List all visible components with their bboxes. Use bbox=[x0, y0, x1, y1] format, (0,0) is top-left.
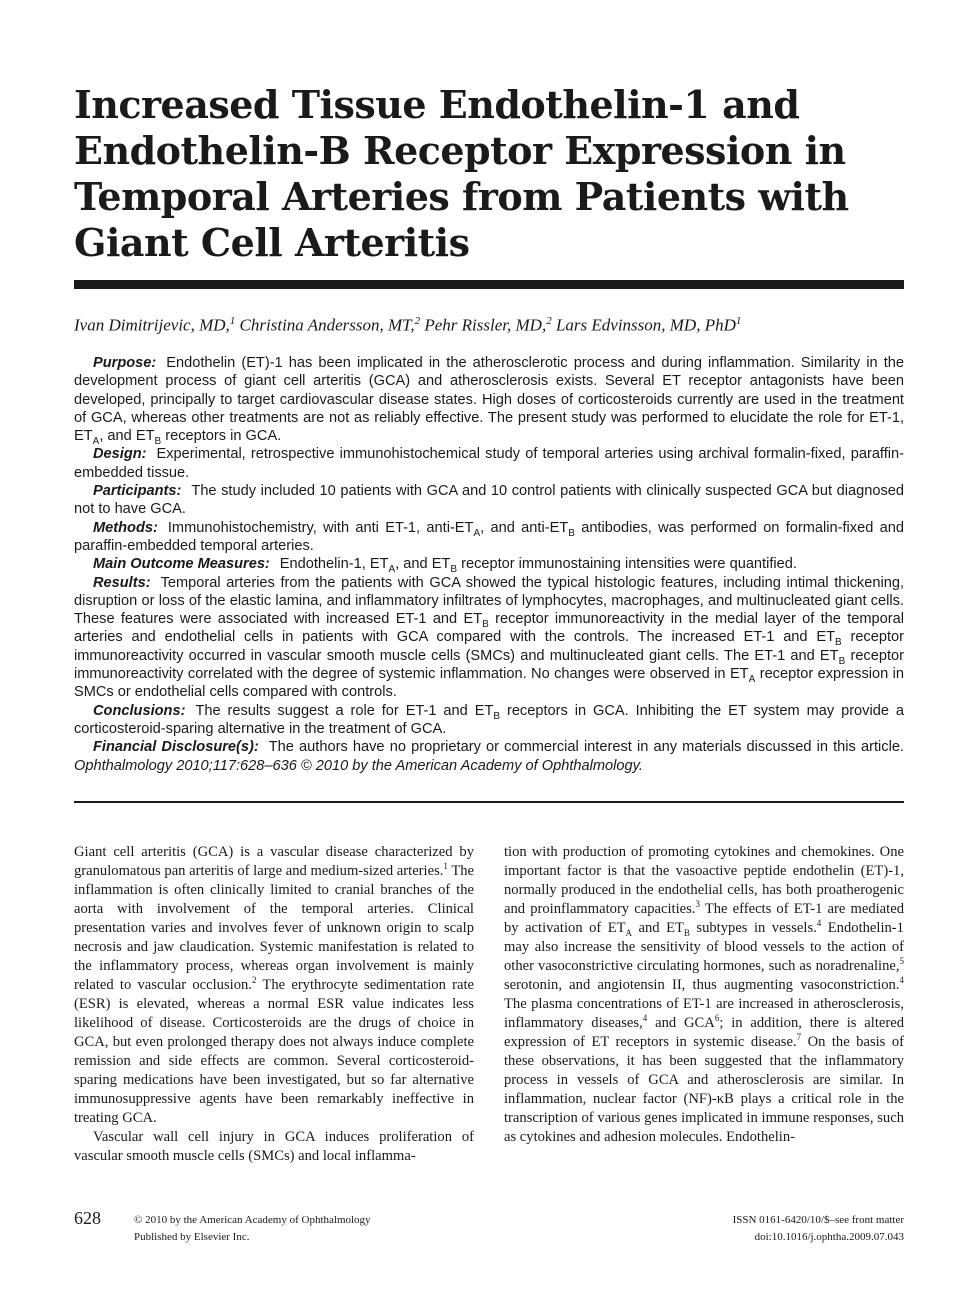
body-column-left bbox=[74, 843, 474, 1166]
abstract-methods: Methods: Immunohistochemistry, with anti ET-1, anti-$ET_A$, and anti-$ET_B$ antibodies, was performed on formalin-fixed and paraffin-embedded temporal arteries. bbox=[74, 519, 904, 554]
author-name: Ivan Dimitrijevic, MD, bbox=[74, 315, 230, 335]
reference-mark: 3 bbox=[695, 899, 700, 910]
abstract-conclusions: Conclusions: The results suggest a role for ET-1 and $ET_B$ receptors in GCA. Inhibiting the ET system may provide a corticosteroid-sparing alternative in the treatment of GCA. bbox=[74, 702, 904, 737]
article-title: Increased Tissue Endothelin-1 and Endothelin-B Receptor Expression in Temporal Arteries from Patients with Giant Cell Arteritis bbox=[74, 82, 849, 265]
section-label: Conclusions: bbox=[93, 702, 186, 719]
section-label: Design: bbox=[93, 446, 147, 463]
abstract-purpose: Purpose: Endothelin (ET)-1 has been implicated in the atherosclerotic process and during inflammation. Similarity in the development process of giant cell arteritis (GCA) and atherosclerosis exists. Several ET receptor antagonists have been developed, principally to target cardiovascular disease states. High doses of corticosteroids currently are used in the treatment of GCA, whereas other treatments are not as reliably effective. The present study was performed to elucidate the role for ET-1, $ET_A$, and $ET_B$ receptors in GCA. bbox=[74, 355, 904, 448]
section-label: Methods: bbox=[93, 519, 158, 536]
reference-mark: 6 bbox=[714, 1013, 720, 1024]
author-name: Pehr Rissler, MD, bbox=[424, 315, 547, 335]
reference-mark: 4 bbox=[642, 1013, 648, 1024]
reference-mark: 4 bbox=[899, 975, 904, 986]
author-name: Christina Andersson, MT, bbox=[239, 315, 415, 335]
section-label: Main Outcome Measures: bbox=[93, 556, 270, 573]
section-label: Results: bbox=[93, 574, 151, 591]
title-rule bbox=[74, 280, 904, 289]
affiliation-mark: 2 bbox=[546, 315, 552, 327]
abstract-disclosure: Financial Disclosure(s): The authors have no proprietary or commercial interest in any materials discussed in this article. Ophthalmology 2010;117:628–636 © 2010 by the American Academy of Ophthalmology. bbox=[74, 739, 904, 774]
author-name: Lars Edvinsson, MD, PhD bbox=[555, 315, 736, 335]
page-number: 628 bbox=[74, 1208, 101, 1228]
reference-mark: 1 bbox=[443, 861, 448, 872]
affiliation-mark: 1 bbox=[735, 315, 742, 327]
reference-mark: 7 bbox=[796, 1032, 802, 1043]
reference-mark: 5 bbox=[899, 956, 904, 967]
abstract-main-outcome: Main Outcome Measures: Endothelin-1, $ET_A$, and $ET_B$ receptor immunostaining intensities were quantified. bbox=[74, 555, 904, 573]
section-label: Purpose: bbox=[93, 355, 157, 371]
abstract-results: Results: Temporal arteries from the patients with GCA showed the typical histologic features, including intimal thickening, disruption or loss of the elastic lamina, and inflammatory infiltrates of lymphocytes, macrophages, and multinucleated giant cells. These features were associated with increased ET-1 and $ET_B$ receptor immunoreactivity in the medial layer of the temporal arteries and endothelial cells in patients with GCA compared with the controls. The increased ET-1 and $ET_B$ receptor immunoreactivity occurred in vascular smooth muscle cells (SMCs) and multinucleated giant cells. The ET-1 and $ET_B$ receptor immunoreactivity correlated with the degree of systemic inflammation. No changes were observed in $ET_A$ receptor expression in SMCs or endothelial cells compared with controls. bbox=[74, 574, 904, 701]
body-paragraph: Vascular wall cell injury in GCA induces proliferation of vascular smooth muscle cells (SMCs) and local inflamma- bbox=[74, 1129, 474, 1164]
journal-citation: Ophthalmology 2010;117:628–636 © 2010 by the American Academy of Ophthalmology. bbox=[74, 757, 643, 774]
section-label: Financial Disclosure(s): bbox=[93, 739, 259, 756]
abstract-participants: Participants: The study included 10 patients with GCA and 10 control patients with clinically suspected GCA but diagnosed not to have GCA. bbox=[74, 483, 904, 518]
abstract bbox=[74, 354, 904, 775]
affiliation-mark: 1 bbox=[229, 315, 236, 327]
affiliation-mark: 2 bbox=[414, 315, 421, 327]
article-page bbox=[74, 0, 904, 1305]
issn: ISSN 0161-6420/10/$–see front matter bbox=[732, 1214, 904, 1226]
section-label: Participants: bbox=[93, 483, 182, 500]
doi: doi:10.1016/j.ophtha.2009.07.043 bbox=[754, 1231, 904, 1243]
reference-mark: 2 bbox=[251, 975, 257, 986]
body-paragraph: Giant cell arteritis (GCA) is a vascular disease characterized by granulomatous pan arteritis of large and medium-sized arteries.$^1$ The inflammation is often clinically limited to cranial branches of the aorta with involvement of the temporal arteries. Clinical presentation varies and involves fever of unknown origin to scalp necrosis and jaw claudication. Systemic manifestation is related to the inflammatory process, whereas organ involvement is mainly related to vascular occlusion.$^2$ The erythrocyte sedimentation rate (ESR) is elevated, whereas a normal ESR value indicates less likelihood of disease. Corticosteroids are the drugs of choice in GCA, but even prolonged therapy does not always induce complete remission and side effects are common. Several corticosteroid-sparing medications have been investigated, but so far alternative immunosuppressive agents have been remarkably ineffective in treating GCA. bbox=[74, 844, 475, 1126]
author-list bbox=[74, 310, 904, 337]
body-column-right bbox=[504, 843, 904, 1147]
abstract-rule bbox=[74, 801, 904, 803]
footer-copyright: © 2010 by the American Academy of Ophthalmology Published by Elsevier Inc. bbox=[134, 1214, 371, 1243]
abstract-design: Design: Experimental, retrospective immunohistochemical study of temporal arteries using archival formalin-fixed, paraffin-embedded tissue. bbox=[74, 446, 904, 481]
reference-mark: 4 bbox=[816, 918, 822, 929]
body-paragraph: tion with production of promoting cytokines and chemokines. One important factor is that the vasoactive peptide endothelin (ET)-1, normally produced in the endothelial cells, has both proatherogenic and proinflammatory capacities.$^3$ The effects of ET-1 are mediated by activation of $ET_A$ and $ET_B$ subtypes in vessels.$^4$ Endothelin-1 may also increase the sensitivity of blood vessels to the action of other vasoconstrictive circulating hormones, such as noradrenaline,$^5$ serotonin, and angiotensin II, thus augmenting vasoconstriction.$^4$ The plasma concentrations of ET-1 are increased in atherosclerosis, inflammatory diseases,$^4$ and GCA$^6$; in addition, there is altered expression of ET receptors in systemic disease.$^7$ On the basis of these observations, it has been suggested that the inflammatory process in vessels of GCA and atherosclerosis are similar. In inflammation, nuclear factor (NF)-κB plays a critical role in the transcription of various genes implicated in immune responses, such as cytokines and adhesion molecules. Endothelin- bbox=[504, 844, 904, 1145]
footer-identifiers bbox=[733, 1212, 904, 1246]
